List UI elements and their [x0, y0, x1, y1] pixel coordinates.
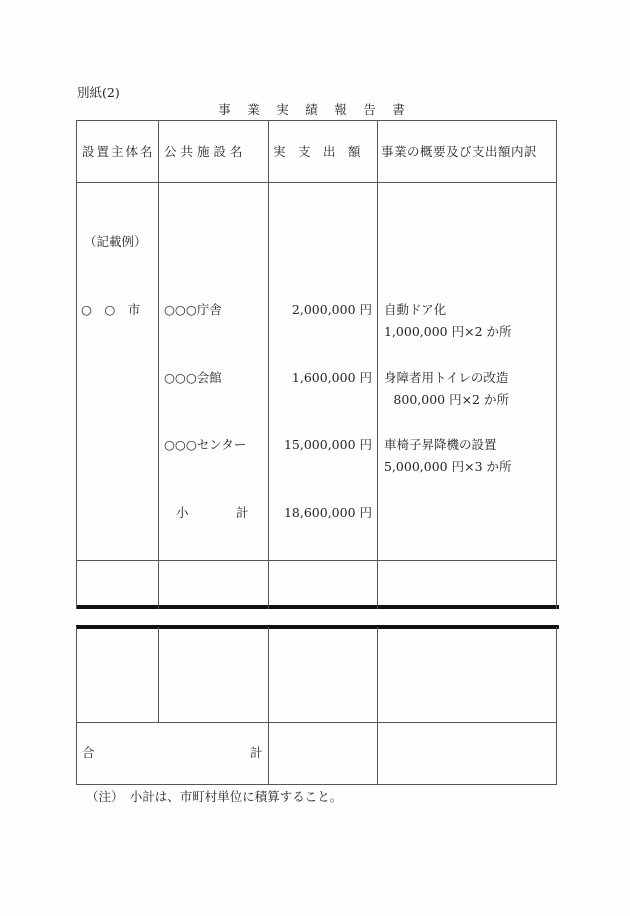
table-border-top [76, 120, 556, 121]
column-divider [158, 627, 159, 722]
break-line-top [76, 605, 559, 609]
facility-name: ○○○庁舎 [164, 302, 222, 317]
facility-amount: 15,000,000 円 [283, 437, 372, 452]
attachment-label: 別紙(2) [77, 85, 120, 100]
table-border-bottom [76, 784, 556, 785]
table-border-right [556, 627, 557, 785]
project-description: 車椅子昇降機の設置 [384, 437, 497, 452]
table-border-right [556, 120, 557, 609]
facility-amount: 2,000,000 円 [291, 302, 372, 317]
row-divider [76, 560, 556, 561]
column-divider [377, 627, 378, 785]
column-divider [268, 627, 269, 785]
project-description: 身障者用トイレの改造 [384, 370, 509, 385]
break-line-bottom [76, 625, 559, 629]
subtotal-label-left: 小 [176, 505, 189, 520]
header-description: 事業の概要及び支出額内訳 [381, 144, 538, 159]
header-amount: 実 支 出 額 [273, 144, 361, 159]
document-title: 事 業 実 績 報 告 書 [218, 102, 407, 117]
facility-amount: 1,600,000 円 [291, 370, 372, 385]
column-divider [377, 120, 378, 609]
row-divider [76, 722, 556, 723]
subtotal-label-right: 計 [236, 505, 249, 520]
project-description: 自動ドア化 [384, 302, 447, 317]
cost-breakdown: 5,000,000 円×3 か所 [384, 459, 512, 474]
subtotal-amount: 18,600,000 円 [283, 505, 372, 520]
table-border-left [76, 120, 77, 609]
column-divider [268, 120, 269, 609]
total-label-left: 合 [82, 745, 95, 760]
entity-name: ○ ○ 市 [81, 302, 141, 317]
total-label-right: 計 [250, 745, 263, 760]
cost-breakdown: 1,000,000 円×2 か所 [384, 324, 512, 339]
footnote: （注） 小計は、市町村単位に積算すること。 [86, 789, 343, 804]
header-divider [76, 182, 556, 183]
facility-name: ○○○センター [164, 437, 247, 452]
header-facility: 公 共 施 設 名 [164, 144, 243, 159]
column-divider [158, 120, 159, 609]
facility-name: ○○○会館 [164, 370, 222, 385]
table-border-left [76, 627, 77, 785]
cost-breakdown: 800,000 円×2 か所 [393, 392, 509, 407]
header-entity: 設置主体名 [82, 144, 155, 159]
example-label: （記載例） [84, 234, 147, 249]
